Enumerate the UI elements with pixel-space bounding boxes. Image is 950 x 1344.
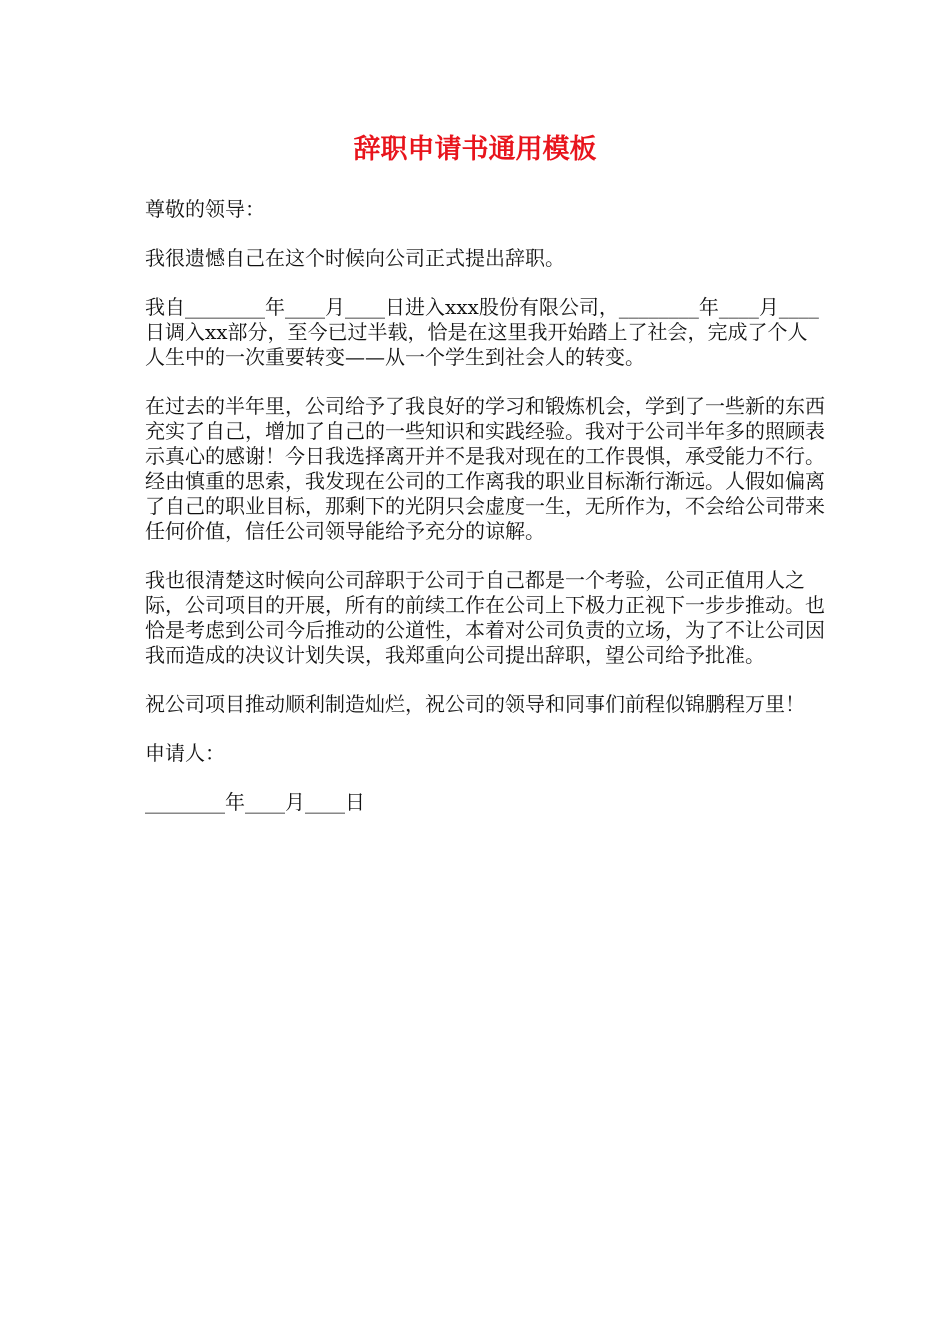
paragraph-employment: 我自________年____月____日进入xxx股份有限公司，________年____月____日调入xx部分，至今已过半载，恰是在这里我开始踏上了社会，完成了个人人生中的一次重要转变——从一个学生到社会人的转变。 bbox=[145, 295, 819, 369]
paragraph-consideration: 我也很清楚这时候向公司辞职于公司于自己都是一个考验，公司正值用人之际，公司项目的开展，所有的前续工作在公司上下极力正视下一步步推动。也恰是考虑到公司今后推动的公道性，本着对公司负责的立场，为了不让公司因我而造成的决议计划失误，我郑重向公司提出辞职，望公司给予批准。 bbox=[145, 568, 825, 667]
paragraph-reason: 在过去的半年里，公司给予了我良好的学习和锻炼机会，学到了一些新的东西充实了自己，增加了自己的一些知识和实践经验。我对于公司半年多的照顾表示真心的感谢！今日我选择离开并不是我对现在的工作畏惧，承受能力不行。经由慎重的思索，我发现在公司的工作离我的职业目标渐行渐远。人假如偏离了自己的职业目标，那剩下的光阴只会虚度一生，无所作为，不会给公司带来任何价值，信任公司领导能给予充分的谅解。 bbox=[145, 394, 825, 543]
paragraph-wishes: 祝公司项目推动顺利制造灿烂，祝公司的领导和同事们前程似锦鹏程万里！ bbox=[145, 692, 805, 716]
letter-body bbox=[145, 197, 825, 839]
paragraph-intro: 我很遗憾自己在这个时候向公司正式提出辞职。 bbox=[145, 246, 565, 270]
date-line: ________年____月____日 bbox=[145, 790, 365, 814]
document-title: 辞职申请书通用模板 bbox=[353, 134, 597, 165]
signature-label: 申请人： bbox=[145, 741, 225, 765]
greeting: 尊敬的领导： bbox=[145, 197, 265, 221]
